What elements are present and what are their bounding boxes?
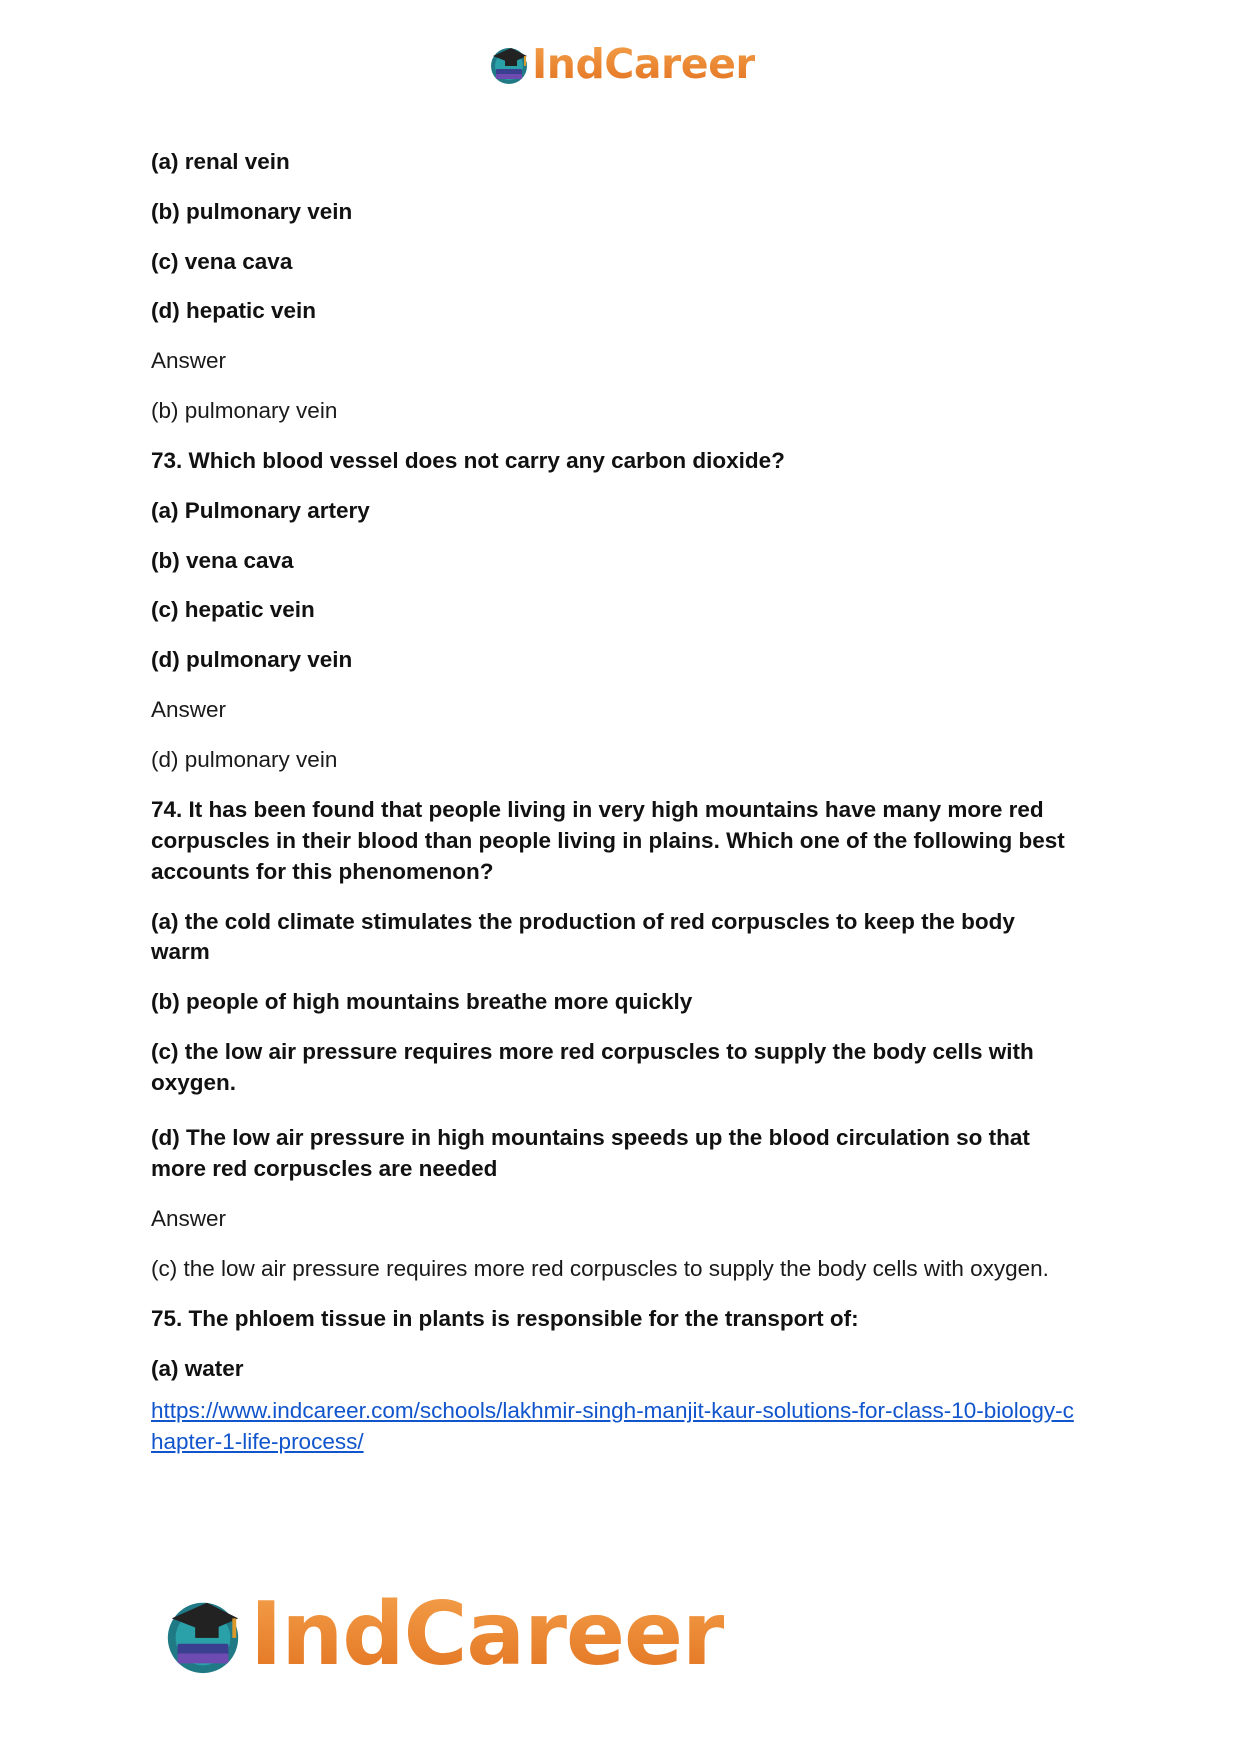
source-link-line1[interactable]: https://www.indcareer.com/schools/lakhmir-singh-manjit-kaur-solutions-for-class-10-biology-c bbox=[151, 1398, 1074, 1423]
option-line: (b) people of high mountains breathe more quickly bbox=[151, 989, 693, 1014]
question-text: accounts for this phenomenon? bbox=[151, 859, 494, 884]
answer-text: (c) the low air pressure requires more red corpuscles to supply the body cells with oxygen. bbox=[151, 1256, 1049, 1281]
source-link-line2[interactable]: hapter-1-life-process/ bbox=[151, 1429, 364, 1454]
option-line: (b) vena cava bbox=[151, 548, 294, 573]
brand-wordmark: IndCareer bbox=[250, 1583, 724, 1685]
option-line: (d) pulmonary vein bbox=[151, 647, 353, 672]
graduation-cap-book-icon bbox=[160, 1591, 246, 1677]
option-line: (a) water bbox=[151, 1356, 244, 1381]
footer-logo bbox=[160, 1584, 724, 1684]
header-logo bbox=[487, 40, 755, 88]
answer-label: Answer bbox=[151, 697, 227, 722]
option-line: (c) vena cava bbox=[151, 249, 293, 274]
graduation-cap-book-icon bbox=[487, 42, 531, 86]
question-text: 74. It has been found that people living in very high mountains have many more red bbox=[151, 797, 1044, 822]
option-line: oxygen. bbox=[151, 1070, 237, 1095]
answer-label: Answer bbox=[151, 1206, 227, 1231]
option-line: (c) the low air pressure requires more red corpuscles to supply the body cells with bbox=[151, 1039, 1034, 1064]
option-line: (c) hepatic vein bbox=[151, 597, 315, 622]
option-line: (b) pulmonary vein bbox=[151, 199, 353, 224]
option-line: (d) hepatic vein bbox=[151, 298, 317, 323]
option-line: (a) Pulmonary artery bbox=[151, 498, 370, 523]
answer-label: Answer bbox=[151, 348, 227, 373]
option-line: (a) renal vein bbox=[151, 149, 290, 174]
option-line: warm bbox=[151, 939, 210, 964]
option-line: more red corpuscles are needed bbox=[151, 1156, 498, 1181]
answer-text: (d) pulmonary vein bbox=[151, 747, 338, 772]
question-text: 75. The phloem tissue in plants is responsible for the transport of: bbox=[151, 1306, 859, 1331]
option-line: (a) the cold climate stimulates the production of red corpuscles to keep the body bbox=[151, 909, 1015, 934]
brand-wordmark: IndCareer bbox=[532, 40, 756, 88]
answer-text: (b) pulmonary vein bbox=[151, 398, 338, 423]
option-line: (d) The low air pressure in high mountains speeds up the blood circulation so that bbox=[151, 1125, 1030, 1150]
question-text: corpuscles in their blood than people living in plains. Which one of the following best bbox=[151, 828, 1065, 853]
question-text: 73. Which blood vessel does not carry any carbon dioxide? bbox=[151, 448, 785, 473]
